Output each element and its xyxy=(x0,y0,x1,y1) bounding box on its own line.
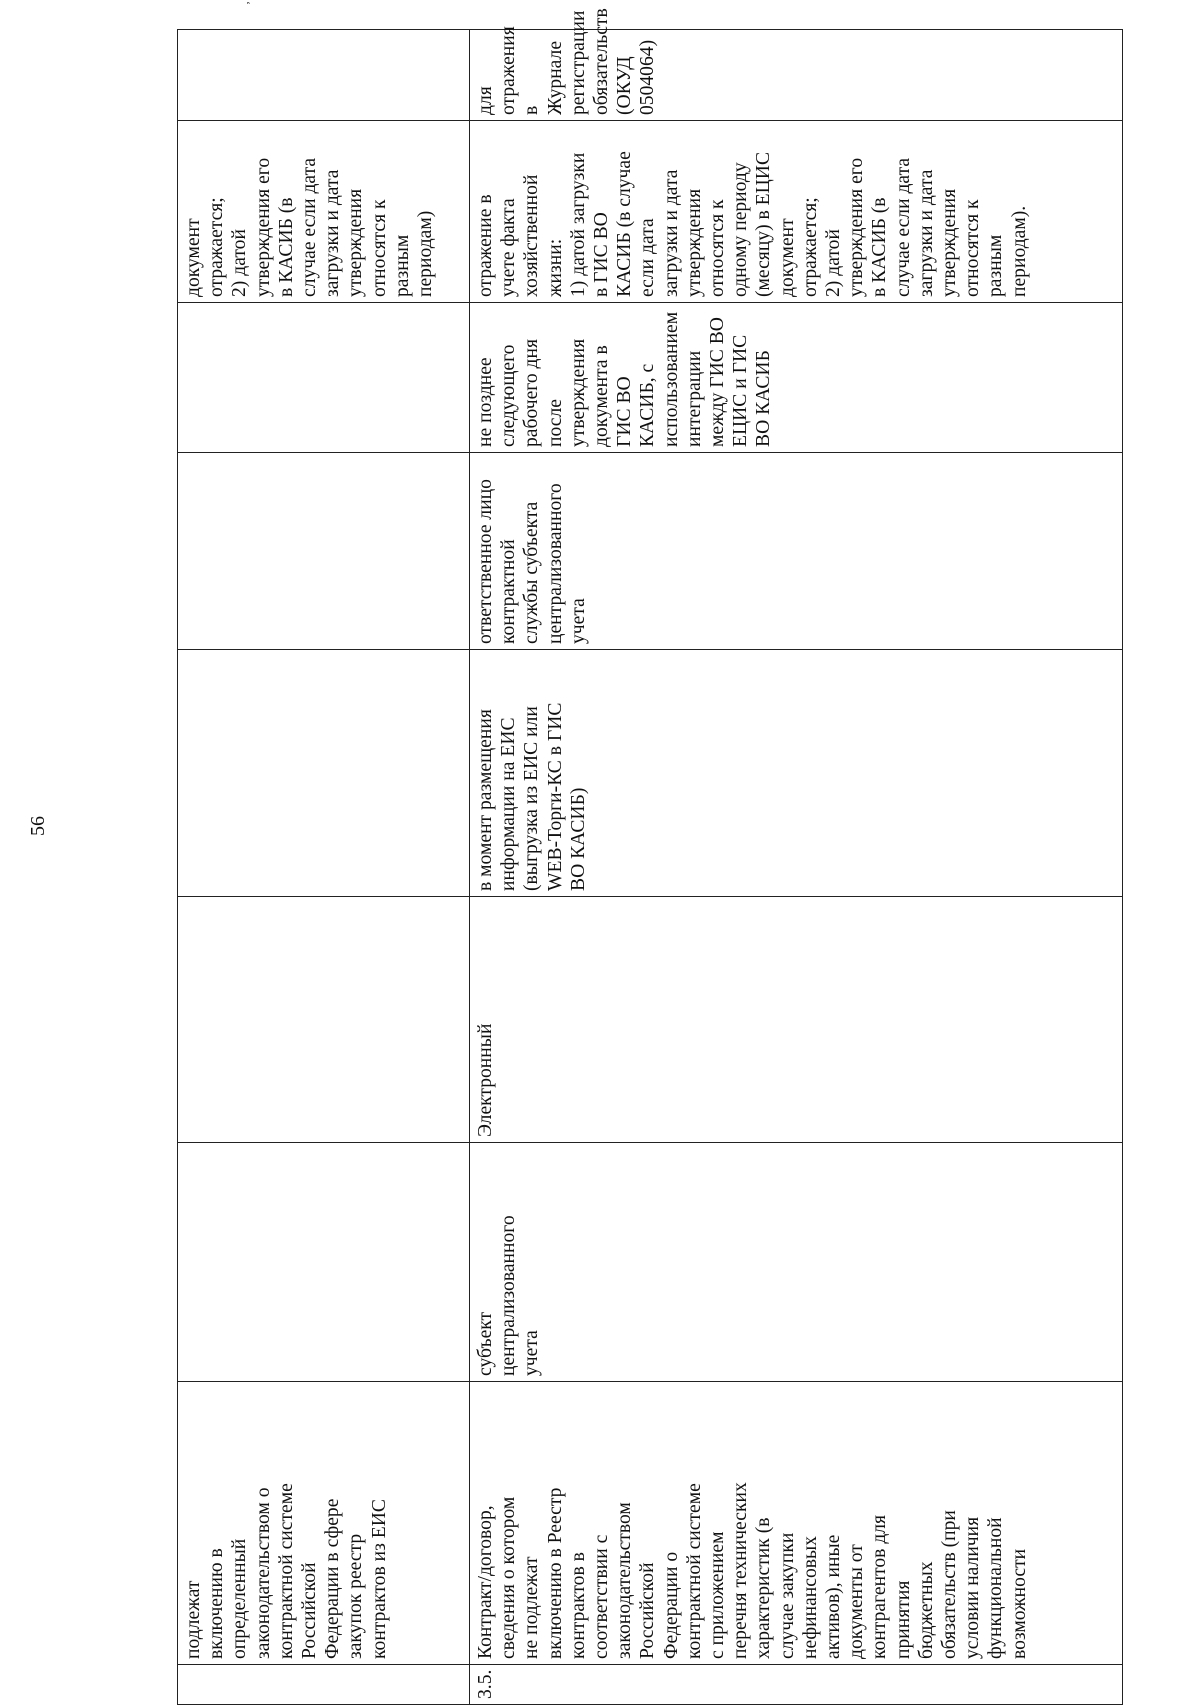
responsible-cell: субъект централизованного учета xyxy=(470,1143,1123,1382)
executor-cell xyxy=(178,453,470,650)
timing-cell xyxy=(178,650,470,897)
format-cell xyxy=(178,897,470,1143)
page-number: 56 xyxy=(27,816,49,836)
document-name-cell: Контракт/договор, сведения о котором не подлежат включению в Реестр контрактов в соответствии с законодательством Российской Федерации о контрактной системе с приложением перечня технических характеристик (в случае закупки нефинансовых активов), иные документы от контрагентов для принятия бюджетных обязательств (при условии наличия функциональной возможности xyxy=(470,1382,1123,1665)
deadline-cell: не позднее следующего рабочего дня после утверждения документа в ГИС ВО КАСИБ, с использованием интеграции между ГИС ВО ЕЦИС и ГИС ВО КАСИБ xyxy=(470,303,1123,453)
table-row-continuation xyxy=(178,30,470,1705)
note-cell: для отражения в Журнале регистрации обязательств (ОКУД 0504064) xyxy=(470,30,1123,121)
deadline-cell xyxy=(178,303,470,453)
responsible-cell xyxy=(178,1143,470,1382)
row-number-cell xyxy=(178,1665,470,1705)
format-cell: Электронный xyxy=(470,897,1123,1143)
reflection-cell: документ отражается; 2) датой утверждения его в КАСИБ (в случае если дата загрузки и дата утверждения относятся к разным периодам) xyxy=(178,121,470,303)
document-name-cell: подлежат включению в определенный законодательством о контрактной системе Российской Федерации в сфере закупок реестр контрактов из ЕИС xyxy=(178,1382,470,1665)
timing-cell: в момент размещения информации на ЕИС (выгрузка из ЕИС или WEB-Торги-КС в ГИС ВО КАСИБ) xyxy=(470,650,1123,897)
table-row-3-5 xyxy=(470,30,1123,1705)
row-number-cell: 3.5. xyxy=(470,1665,1123,1705)
executor-cell: ответственное лицо контрактной службы субъекта централизованного учета xyxy=(470,453,1123,650)
document-table xyxy=(177,1,1123,1705)
reflection-cell: отражение в учете факта хозяйственной жизни: 1) датой загрузки в ГИС ВО КАСИБ (в случае если дата загрузки и дата утверждения относятся к одному периоду (месяцу) в ЕЦИС документ отражается; 2) датой утверждения его в КАСИБ (в случае если дата загрузки и дата утверждения относятся к разным периодам). xyxy=(470,121,1123,303)
rotated-table-container xyxy=(177,1,1123,1705)
note-cell xyxy=(178,1,470,121)
stray-mark: ‚ xyxy=(237,1,251,5)
